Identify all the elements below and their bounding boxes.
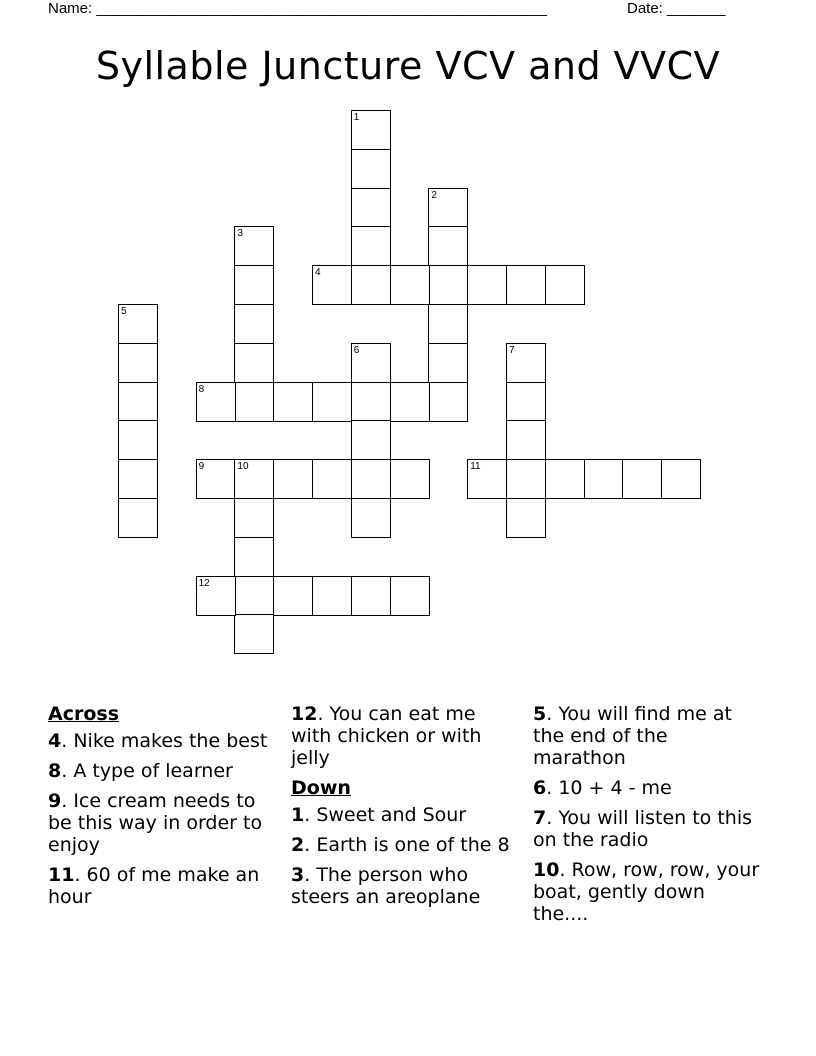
grid-cell[interactable]	[428, 343, 468, 383]
grid-cell[interactable]	[351, 265, 391, 305]
grid-cell[interactable]	[351, 498, 391, 538]
clue-column-3	[533, 703, 761, 933]
clue-across-11: 11. 60 of me make an hour	[48, 864, 260, 908]
clue-text: Row, row, row, your boat, gently down the....	[533, 859, 760, 925]
clue-number: 4	[48, 730, 62, 752]
clue-text: A type of learner	[73, 760, 233, 782]
grid-cell[interactable]	[118, 420, 158, 460]
cell-number: 2	[431, 189, 437, 201]
grid-cell[interactable]	[351, 110, 391, 150]
clue-down-1: 1. Sweet and Sour	[291, 804, 467, 826]
grid-cell[interactable]	[506, 382, 546, 422]
grid-cell[interactable]	[351, 188, 391, 228]
grid-cell[interactable]	[390, 576, 430, 616]
grid-cell[interactable]	[118, 343, 158, 383]
clue-down-2: 2. Earth is one of the 8	[291, 834, 510, 856]
clue-across-12: 12. You can eat me with chicken or with jelly	[291, 703, 482, 769]
clue-down-3: 3. The person who steers an areoplane	[291, 864, 481, 908]
cell-number: 10	[237, 461, 249, 473]
clue-text: Ice cream needs to be this way in order to enjoy	[48, 790, 263, 856]
grid-cell[interactable]	[234, 537, 274, 577]
clue-number: 5	[533, 703, 547, 725]
grid-cell[interactable]	[118, 382, 158, 422]
grid-cell[interactable]	[312, 459, 352, 499]
clue-text: 60 of me make an hour	[48, 864, 260, 908]
page-title: Syllable Juncture VCV and VVCV	[95, 44, 721, 88]
grid-cell[interactable]	[234, 343, 274, 383]
clue-column-2	[291, 703, 519, 916]
grid-cell[interactable]	[234, 304, 274, 344]
cell-number: 12	[198, 577, 210, 589]
grid-cell[interactable]	[351, 149, 391, 189]
clue-text: You can eat me with chicken or with jelly	[291, 703, 482, 769]
cell-number: 11	[470, 461, 481, 473]
grid-cell[interactable]	[234, 265, 274, 305]
cell-number: 9	[198, 461, 205, 473]
grid-cell[interactable]	[428, 226, 468, 266]
grid-cell[interactable]	[390, 265, 430, 305]
grid-cell[interactable]	[390, 459, 430, 499]
grid-cell[interactable]	[234, 226, 274, 266]
grid-cell[interactable]	[428, 304, 468, 344]
grid-cell[interactable]	[351, 576, 391, 616]
grid-cell[interactable]	[234, 614, 274, 654]
grid-cell[interactable]	[506, 265, 546, 305]
grid-cell[interactable]	[506, 459, 546, 499]
cell-number: 6	[353, 344, 360, 356]
grid-cell[interactable]	[622, 459, 662, 499]
clue-number: 1	[291, 804, 305, 826]
clue-across-4: 4. Nike makes the best	[48, 730, 268, 752]
grid-cell[interactable]	[118, 459, 158, 499]
grid-cell[interactable]	[196, 576, 236, 616]
grid-cell[interactable]	[234, 576, 274, 616]
across-heading: Across	[48, 703, 120, 725]
clue-number: 8	[48, 760, 62, 782]
grid-cell[interactable]	[545, 459, 585, 499]
clue-text: You will listen to this on the radio	[533, 807, 752, 851]
cell-number: 7	[509, 344, 515, 356]
grid-cell[interactable]	[428, 265, 468, 305]
clue-number: 2	[291, 834, 305, 856]
cell-number: 4	[315, 267, 321, 279]
grid-cell[interactable]	[234, 382, 274, 422]
clue-text: You will find me at the end of the marathon	[533, 703, 732, 769]
clue-text: Earth is one of the 8	[316, 834, 510, 856]
grid-cell[interactable]	[584, 459, 624, 499]
cell-number: 8	[198, 383, 205, 395]
clue-across-8: 8. A type of learner	[48, 760, 233, 782]
grid-cell[interactable]	[118, 498, 158, 538]
grid-cell[interactable]	[196, 459, 236, 499]
clue-number: 9	[48, 790, 62, 812]
clue-number: 11	[48, 864, 75, 886]
grid-cell[interactable]	[273, 382, 313, 422]
grid-cell[interactable]	[312, 382, 352, 422]
grid-cell[interactable]	[351, 343, 391, 383]
grid-cell[interactable]	[118, 304, 158, 344]
grid-cell[interactable]	[234, 498, 274, 538]
grid-cell[interactable]	[312, 265, 352, 305]
grid-cell[interactable]	[467, 265, 507, 305]
grid-cell[interactable]	[545, 265, 585, 305]
grid-cell[interactable]	[351, 382, 391, 422]
grid-cell[interactable]	[467, 459, 507, 499]
clue-text: The person who steers an areoplane	[291, 864, 481, 908]
clue-number: 3	[291, 864, 305, 886]
grid-cell[interactable]	[506, 498, 546, 538]
clue-text: Sweet and Sour	[316, 804, 467, 826]
grid-cell[interactable]	[506, 343, 546, 383]
grid-cell[interactable]	[234, 459, 274, 499]
clue-column-1	[48, 703, 276, 916]
grid-cell[interactable]	[351, 226, 391, 266]
grid-cell[interactable]	[428, 382, 468, 422]
grid-cell[interactable]	[351, 459, 391, 499]
grid-cell[interactable]	[390, 382, 430, 422]
clue-number: 12	[291, 703, 318, 725]
clue-down-7: 7. You will listen to this on the radio	[533, 807, 752, 851]
clue-number: 10	[533, 859, 560, 881]
grid-cell[interactable]	[506, 420, 546, 460]
grid-cell[interactable]	[273, 459, 313, 499]
clue-text: 10 + 4 - me	[558, 777, 672, 799]
grid-cell[interactable]	[351, 420, 391, 460]
name-line: Name: ______________________________________________________	[48, 0, 547, 17]
clue-down-5: 5. You will find me at the end of the marathon	[533, 703, 732, 769]
clue-down-10: 10. Row, row, row, your boat, gently down the....	[533, 859, 760, 925]
cell-number: 3	[237, 228, 243, 240]
clue-down-6: 6. 10 + 4 - me	[533, 777, 672, 799]
grid-cell[interactable]	[312, 576, 352, 616]
cell-number: 5	[121, 306, 127, 317]
clue-number: 6	[533, 777, 547, 799]
grid-cell[interactable]	[661, 459, 701, 499]
clue-number: 7	[533, 807, 547, 829]
cell-number: 1	[353, 112, 360, 123]
down-heading: Down	[291, 777, 351, 799]
clue-across-9: 9. Ice cream needs to be this way in order to enjoy	[48, 790, 263, 856]
clue-text: Nike makes the best	[73, 730, 268, 752]
grid-cell[interactable]	[428, 188, 468, 228]
grid-cell[interactable]	[273, 576, 313, 616]
date-line: Date: _______	[627, 0, 726, 17]
grid-cell[interactable]	[196, 382, 236, 422]
